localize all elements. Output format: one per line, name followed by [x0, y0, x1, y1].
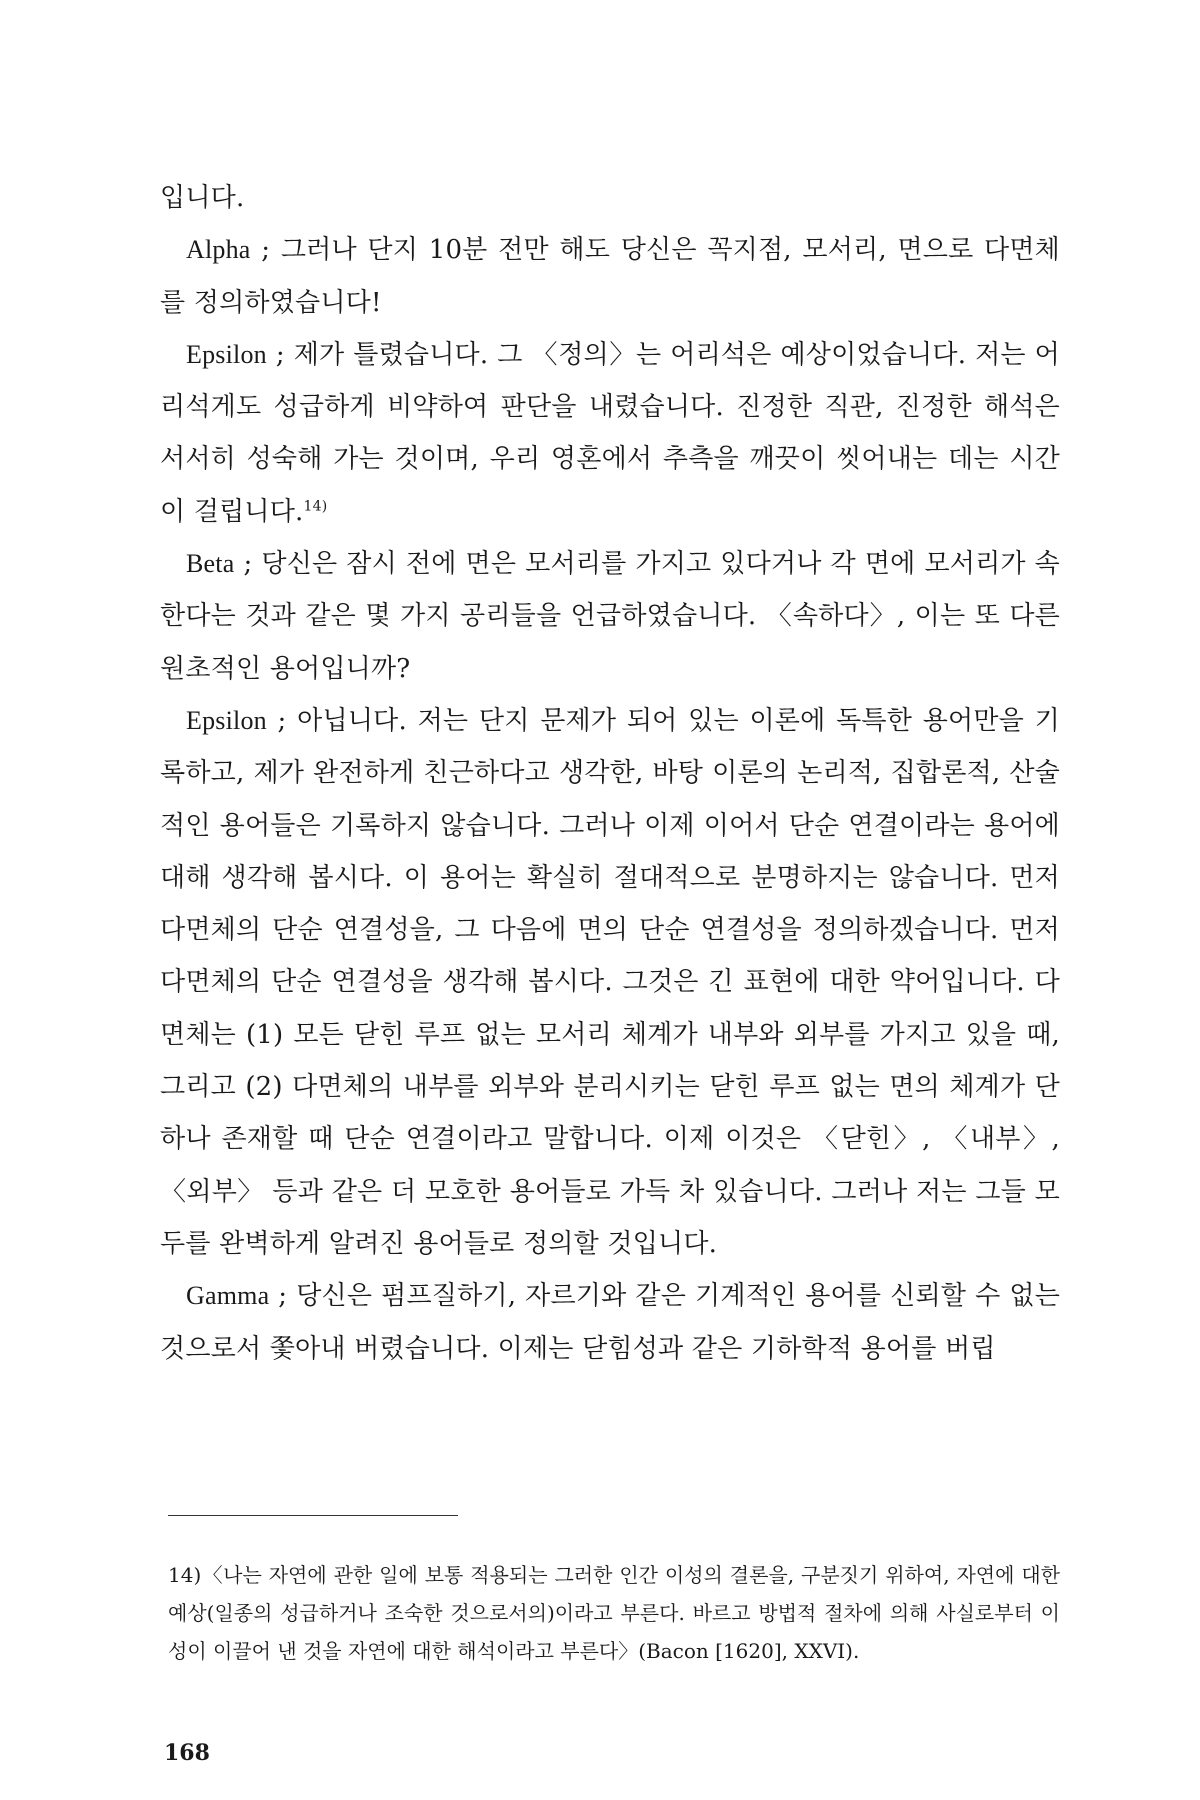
- footnote-number: 14): [168, 1563, 202, 1587]
- footnote: [168, 1556, 1060, 1670]
- footnote-divider: [168, 1515, 458, 1516]
- beta-text: ; 당신은 잠시 전에 면은 모서리를 가지고 있다거나 각 면에 모서리가 속한다는 것과 같은 몇 가지 공리들을 언급하였습니다. 〈속하다〉, 이는 또 다른 원초적인 용어입니까?: [160, 549, 1061, 684]
- speaker-alpha: Alpha: [186, 235, 251, 265]
- epsilon-text-2: ; 아닙니다. 저는 단지 문제가 되어 있는 이론에 독특한 용어만을 기록하고, 제가 완전하게 친근하다고 생각한, 바탕 이론의 논리적, 집합론적, 산술적인 용어들은 기록하지 않습니다. 그러나 이제 이어서 단순 연결이라는 용어에 대해 생각해 봅시다. 이 용어는 확실히 절대적으로 분명하지는 않습니다. 먼저 다면체의 단순 연결성을, 그 다음에 면의 단순 연결성을 정의하겠습니다. 먼저 다면체의 단순 연결성을 생각해 봅시다. 그것은 긴 표현에 대한 약어입니다. 다면체는 (1) 모든 닫힌 루프 없는 모서리 체계가 내부와 외부를 가지고 있을 때, 그리고 (2) 다면체의 내부를 외부와 분리시키는 닫힌 루프 없는 면의 체계가 단 하나 존재할 때 단순 연결이라고 말합니다. 이제 이것은 〈닫힌〉, 〈내부〉, 〈외부〉 등과 같은 더 모호한 용어들로 가득 차 있습니다. 그러나 저는 그들 모두를 완벽하게 알려진 용어들로 정의할 것입니다.: [160, 705, 1060, 1259]
- paragraph-epsilon-1: [160, 329, 1060, 538]
- paragraph-beta: [160, 538, 1060, 695]
- main-text: [160, 172, 1060, 1375]
- speaker-epsilon: Epsilon: [186, 705, 267, 735]
- footnote-reference[interactable]: 14): [303, 498, 328, 515]
- epsilon-text-1: ; 제가 틀렸습니다. 그 〈정의〉는 어리석은 예상이었습니다. 저는 어리석게도 성급하게 비약하여 판단을 내렸습니다. 진정한 직관, 진정한 해석은 서서히 성숙해 가는 것이며, 우리 영혼에서 추측을 깨끗이 씻어내는 데는 시간이 걸립니다.: [160, 339, 1060, 527]
- paragraph-alpha: [160, 224, 1060, 329]
- page-number: 168: [164, 1740, 210, 1766]
- gamma-text: ; 당신은 펌프질하기, 자르기와 같은 기계적인 용어를 신뢰할 수 없는 것으로서 쫓아내 버렸습니다. 이제는 닫힘성과 같은 기하학적 용어를 버립: [160, 1281, 1061, 1364]
- footnote-text: 〈나는 자연에 관한 일에 보통 적용되는 그러한 인간 이성의 결론을, 구분짓기 위하여, 자연에 대한 예상(일종의 성급하거나 조숙한 것으로서의)이라고 부른다. 바르고 방법적 절차에 의해 사실로부터 이성이 이끌어 낸 것을 자연에 대한 해석이라고 부른다〉(Bacon [1620], XXVI).: [168, 1563, 1060, 1663]
- paragraph-epsilon-2: [160, 695, 1060, 1270]
- paragraph-gamma: [160, 1270, 1060, 1375]
- paragraph-continuation: 입니다.: [160, 183, 245, 213]
- speaker-beta: Beta: [186, 549, 235, 579]
- speaker-epsilon: Epsilon: [186, 339, 267, 369]
- alpha-text: ; 그러나 단지 10분 전만 해도 당신은 꼭지점, 모서리, 면으로 다면체를 정의하였습니다!: [160, 235, 1060, 318]
- speaker-gamma: Gamma: [186, 1281, 270, 1311]
